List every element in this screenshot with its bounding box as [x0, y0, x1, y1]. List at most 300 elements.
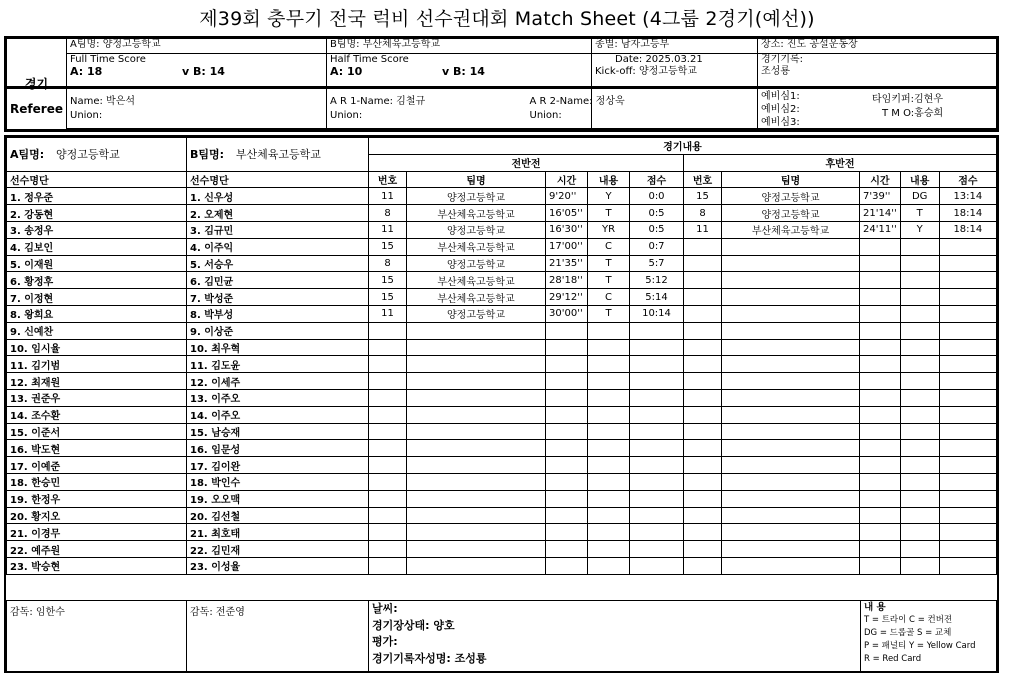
first-half-content: C — [588, 289, 630, 306]
legend-line-4: R = Red Card — [864, 654, 922, 664]
col-number-2: 번호 — [684, 171, 722, 188]
second-half-score — [939, 524, 996, 541]
second-half-score — [939, 457, 996, 474]
col-number: 번호 — [369, 171, 407, 188]
legend — [861, 601, 997, 673]
first-half-team — [407, 356, 546, 373]
player-a: 1. 정우준 — [7, 188, 187, 205]
col-content-2: 내용 — [900, 171, 939, 188]
player-a: 14. 조수환 — [7, 406, 187, 423]
second-half-score: 18:14 — [939, 205, 996, 222]
second-half-content — [900, 490, 939, 507]
second-half-no — [684, 289, 722, 306]
table-row — [7, 541, 997, 558]
first-half-time — [546, 541, 588, 558]
table-row — [7, 373, 997, 390]
first-half-content — [588, 557, 630, 574]
player-a: 11. 김기범 — [7, 356, 187, 373]
player-b: 10. 최우혁 — [187, 339, 369, 356]
reserve-2: 예비심2: — [761, 103, 800, 115]
second-half-no — [684, 423, 722, 440]
table-row — [7, 205, 997, 222]
second-half-no — [684, 524, 722, 541]
table-row — [7, 406, 997, 423]
first-half-score — [630, 557, 684, 574]
player-a: 3. 송정우 — [7, 221, 187, 238]
half-time-b: v B: 14 — [442, 65, 485, 78]
second-half-score — [939, 289, 996, 306]
first-half-score — [630, 507, 684, 524]
first-half-score — [630, 423, 684, 440]
second-half-score — [939, 440, 996, 457]
second-half-time — [860, 490, 901, 507]
match-label: 경기 — [7, 39, 67, 130]
first-half-score — [630, 322, 684, 339]
first-half-content — [588, 473, 630, 490]
first-half-time — [546, 440, 588, 457]
table-row — [7, 339, 997, 356]
second-half-no — [684, 238, 722, 255]
second-half-content: DG — [900, 188, 939, 205]
player-b: 11. 김도윤 — [187, 356, 369, 373]
second-half-score — [939, 557, 996, 574]
second-half-content — [900, 238, 939, 255]
second-half-score — [939, 356, 996, 373]
second-half-time — [860, 389, 901, 406]
second-half-time — [860, 524, 901, 541]
player-list-b-header: 선수명단 — [187, 171, 369, 188]
team-b-name: B팀명: 부산체육고등학교 — [327, 39, 592, 54]
first-half-time — [546, 322, 588, 339]
player-a: 4. 김보인 — [7, 238, 187, 255]
second-half-header: 후반전 — [684, 154, 997, 171]
first-half-content — [588, 339, 630, 356]
first-half-team — [407, 423, 546, 440]
second-half-time — [860, 255, 901, 272]
second-half-no — [684, 322, 722, 339]
col-team-2: 팀명 — [722, 171, 860, 188]
first-half-content — [588, 524, 630, 541]
second-half-content — [900, 389, 939, 406]
timekeeper: 타임키퍼:김현우 — [872, 94, 943, 105]
second-half-score — [939, 373, 996, 390]
table-row — [7, 221, 997, 238]
player-a: 17. 이예준 — [7, 457, 187, 474]
col-time: 시간 — [546, 171, 588, 188]
first-half-time — [546, 406, 588, 423]
second-half-content — [900, 473, 939, 490]
col-time-2: 시간 — [860, 171, 901, 188]
player-b: 7. 박성준 — [187, 289, 369, 306]
second-half-team — [722, 238, 860, 255]
second-half-time — [860, 339, 901, 356]
coach-b: 감독: 전준영 — [187, 601, 369, 673]
first-half-time — [546, 457, 588, 474]
col-score-2: 점수 — [939, 171, 996, 188]
table-row — [7, 255, 997, 272]
first-half-content — [588, 507, 630, 524]
second-half-team — [722, 255, 860, 272]
second-half-no: 15 — [684, 188, 722, 205]
table-row — [7, 423, 997, 440]
weather: 날씨: — [372, 602, 398, 615]
page-title: 제39회 충무기 전국 럭비 선수권대회 Match Sheet (4그룹 2경기(예선)) — [199, 8, 815, 30]
first-half-time — [546, 339, 588, 356]
player-a: 16. 박도현 — [7, 440, 187, 457]
second-half-score — [939, 507, 996, 524]
ground-condition: 경기장상태: 양호 — [372, 618, 455, 632]
second-half-no — [684, 406, 722, 423]
second-half-content — [900, 524, 939, 541]
second-half-team — [722, 524, 860, 541]
second-half-time — [860, 557, 901, 574]
second-half-team: 양정고등학교 — [722, 188, 860, 205]
second-half-team — [722, 389, 860, 406]
table-row — [7, 524, 997, 541]
second-half-content — [900, 373, 939, 390]
first-half-team — [407, 339, 546, 356]
second-half-no — [684, 389, 722, 406]
second-half-no — [684, 457, 722, 474]
match-sheet-body — [4, 135, 999, 673]
first-half-team — [407, 557, 546, 574]
legend-title: 내 용 — [864, 602, 886, 613]
first-half-content: T — [588, 272, 630, 289]
second-half-time — [860, 507, 901, 524]
first-half-time — [546, 373, 588, 390]
table-row — [7, 507, 997, 524]
half-time-a: A: 10 — [330, 65, 363, 78]
first-half-no — [369, 473, 407, 490]
table-row — [7, 557, 997, 574]
full-time-a: A: 18 — [70, 65, 103, 78]
table-row — [7, 305, 997, 322]
second-half-no — [684, 373, 722, 390]
team-b-label: B팀명: — [190, 148, 225, 162]
ar1-union: Union: — [330, 110, 363, 121]
ar2-name: A R 2-Name: 정상욱 — [529, 96, 625, 107]
first-half-no — [369, 507, 407, 524]
second-half-content — [900, 272, 939, 289]
reserve-1: 예비심1: — [761, 90, 800, 102]
second-half-score — [939, 541, 996, 558]
table-row — [7, 322, 997, 339]
player-b: 2. 오제현 — [187, 205, 369, 222]
legend-line-3: P = 패널티 Y = Yellow Card — [864, 641, 976, 651]
first-half-score — [630, 490, 684, 507]
second-half-team — [722, 457, 860, 474]
evaluation: 평가: — [372, 635, 398, 648]
first-half-score — [630, 440, 684, 457]
second-half-time — [860, 305, 901, 322]
second-half-team — [722, 406, 860, 423]
second-half-time — [860, 272, 901, 289]
full-time-b: v B: 14 — [182, 65, 225, 78]
second-half-no — [684, 255, 722, 272]
first-half-no — [369, 356, 407, 373]
first-half-no — [369, 541, 407, 558]
second-half-score: 18:14 — [939, 221, 996, 238]
second-half-no — [684, 541, 722, 558]
first-half-time — [546, 557, 588, 574]
second-half-team — [722, 289, 860, 306]
second-half-time — [860, 440, 901, 457]
player-b: 13. 이주오 — [187, 389, 369, 406]
ar1 — [327, 89, 527, 130]
second-half-team: 부산체육고등학교 — [722, 221, 860, 238]
first-half-no: 8 — [369, 205, 407, 222]
second-half-no: 11 — [684, 221, 722, 238]
kickoff: Kick-off: 양정고등학교 — [595, 66, 697, 77]
second-half-score — [939, 272, 996, 289]
first-half-score — [630, 524, 684, 541]
first-half-content: T — [588, 205, 630, 222]
first-half-time: 28'18'' — [546, 272, 588, 289]
first-half-content — [588, 423, 630, 440]
second-half-content — [900, 557, 939, 574]
player-a: 20. 황지오 — [7, 507, 187, 524]
player-b: 3. 김규민 — [187, 221, 369, 238]
first-half-team: 부산체육고등학교 — [407, 238, 546, 255]
first-half-team: 부산체육고등학교 — [407, 205, 546, 222]
first-half-no — [369, 557, 407, 574]
second-half-score — [939, 490, 996, 507]
team-a-name: A팀명: 양정고등학교 — [67, 39, 327, 54]
second-half-team — [722, 557, 860, 574]
second-half-score — [939, 305, 996, 322]
player-b: 6. 김민균 — [187, 272, 369, 289]
first-half-no: 8 — [369, 255, 407, 272]
table-row — [7, 188, 997, 205]
first-half-no: 15 — [369, 238, 407, 255]
second-half-time: 7'39'' — [860, 188, 901, 205]
second-half-content — [900, 356, 939, 373]
col-team: 팀명 — [407, 171, 546, 188]
table-row — [7, 473, 997, 490]
first-half-content — [588, 406, 630, 423]
first-half-team — [407, 524, 546, 541]
second-half-no — [684, 490, 722, 507]
col-score: 점수 — [630, 171, 684, 188]
first-half-team: 양정고등학교 — [407, 305, 546, 322]
first-half-no — [369, 423, 407, 440]
first-half-team — [407, 507, 546, 524]
referee-union: Union: — [70, 110, 103, 121]
ar2-union: Union: — [529, 110, 562, 121]
first-half-score: 5:7 — [630, 255, 684, 272]
first-half-score — [630, 473, 684, 490]
full-time-label: Full Time Score — [70, 54, 146, 65]
first-half-header: 전반전 — [369, 154, 684, 171]
team-a-header — [7, 138, 187, 172]
second-half-team — [722, 272, 860, 289]
second-half-time — [860, 238, 901, 255]
first-half-content: Y — [588, 188, 630, 205]
table-row — [7, 272, 997, 289]
second-half-content: T — [900, 205, 939, 222]
second-half-team — [722, 473, 860, 490]
first-half-no: 11 — [369, 305, 407, 322]
coach-a: 감독: 임한수 — [7, 601, 187, 673]
second-half-time — [860, 457, 901, 474]
second-half-team — [722, 440, 860, 457]
first-half-time: 29'12'' — [546, 289, 588, 306]
second-half-content — [900, 440, 939, 457]
team-a-title: 양정고등학교 — [56, 148, 120, 162]
first-half-team — [407, 490, 546, 507]
player-a: 18. 한승민 — [7, 473, 187, 490]
second-half-team — [722, 373, 860, 390]
first-half-score: 5:12 — [630, 272, 684, 289]
player-b: 4. 이주익 — [187, 238, 369, 255]
second-half-content — [900, 322, 939, 339]
player-a: 7. 이정현 — [7, 289, 187, 306]
second-half-no — [684, 507, 722, 524]
legend-line-2: DG = 드롭골 S = 교체 — [864, 628, 952, 638]
category: 종별: 남자고등부 — [592, 39, 758, 54]
first-half-team: 양정고등학교 — [407, 188, 546, 205]
first-half-score — [630, 373, 684, 390]
player-a: 23. 박승현 — [7, 557, 187, 574]
second-half-score — [939, 322, 996, 339]
half-time-label: Half Time Score — [330, 54, 409, 65]
second-half-team — [722, 305, 860, 322]
first-half-score: 0:7 — [630, 238, 684, 255]
first-half-time — [546, 473, 588, 490]
second-half-content — [900, 423, 939, 440]
col-content: 내용 — [588, 171, 630, 188]
first-half-team: 양정고등학교 — [407, 255, 546, 272]
player-b: 17. 김이완 — [187, 457, 369, 474]
first-half-time: 17'00'' — [546, 238, 588, 255]
table-row — [7, 238, 997, 255]
first-half-score — [630, 339, 684, 356]
second-half-no — [684, 557, 722, 574]
player-a: 12. 최재원 — [7, 373, 187, 390]
first-half-team — [407, 322, 546, 339]
second-half-team: 양정고등학교 — [722, 205, 860, 222]
player-a: 5. 이재원 — [7, 255, 187, 272]
team-a-label: A팀명: — [10, 148, 45, 162]
second-half-content — [900, 406, 939, 423]
first-half-score — [630, 541, 684, 558]
player-a: 21. 이경무 — [7, 524, 187, 541]
first-half-score — [630, 389, 684, 406]
second-half-team — [722, 423, 860, 440]
first-half-time: 9'20'' — [546, 188, 588, 205]
first-half-no — [369, 373, 407, 390]
first-half-content — [588, 457, 630, 474]
first-half-score — [630, 406, 684, 423]
second-half-score — [939, 406, 996, 423]
referee-name: Name: 박은석 — [70, 96, 136, 107]
second-half-time: 24'11'' — [860, 221, 901, 238]
second-half-time — [860, 423, 901, 440]
tmo: T M O:홍승희 — [882, 108, 944, 119]
first-half-no — [369, 457, 407, 474]
ar1-name: A R 1-Name: 김철규 — [330, 96, 426, 107]
team-b-header — [187, 138, 369, 172]
player-b: 22. 김민재 — [187, 541, 369, 558]
first-half-content — [588, 389, 630, 406]
second-half-no — [684, 272, 722, 289]
second-half-content: Y — [900, 221, 939, 238]
first-half-team — [407, 541, 546, 558]
first-half-content: T — [588, 255, 630, 272]
first-half-time — [546, 423, 588, 440]
second-half-no — [684, 339, 722, 356]
player-a: 2. 강동현 — [7, 205, 187, 222]
second-half-time — [860, 289, 901, 306]
second-half-time: 21'14'' — [860, 205, 901, 222]
ar2 — [527, 89, 758, 130]
first-half-content: T — [588, 305, 630, 322]
first-half-content — [588, 322, 630, 339]
player-a: 10. 임시율 — [7, 339, 187, 356]
first-half-team — [407, 440, 546, 457]
match-date: Date: 2025.03.21 — [615, 54, 703, 65]
second-half-content — [900, 289, 939, 306]
second-half-score — [939, 389, 996, 406]
player-b: 15. 남승재 — [187, 423, 369, 440]
match-content-header: 경기내용 — [369, 138, 997, 155]
first-half-time — [546, 389, 588, 406]
player-b: 20. 김선철 — [187, 507, 369, 524]
first-half-team — [407, 473, 546, 490]
second-half-score — [939, 423, 996, 440]
player-b: 21. 최호태 — [187, 524, 369, 541]
first-half-no — [369, 524, 407, 541]
first-half-content: C — [588, 238, 630, 255]
recorder-name: 조성룡 — [761, 66, 790, 77]
first-half-no: 11 — [369, 221, 407, 238]
referee-section — [4, 86, 999, 132]
second-half-time — [860, 541, 901, 558]
first-half-time: 16'05'' — [546, 205, 588, 222]
player-a: 22. 예주원 — [7, 541, 187, 558]
second-half-time — [860, 373, 901, 390]
second-half-score — [939, 473, 996, 490]
player-a: 8. 왕희요 — [7, 305, 187, 322]
first-half-score: 0:5 — [630, 205, 684, 222]
first-half-time — [546, 356, 588, 373]
table-row — [7, 289, 997, 306]
first-half-no — [369, 322, 407, 339]
player-b: 8. 박부성 — [187, 305, 369, 322]
first-half-content — [588, 373, 630, 390]
team-b-title: 부산체육고등학교 — [235, 148, 321, 162]
first-half-team — [407, 389, 546, 406]
second-half-content — [900, 507, 939, 524]
player-b: 14. 이주오 — [187, 406, 369, 423]
recorder-label: 경기기록: — [761, 54, 804, 65]
second-half-content — [900, 457, 939, 474]
first-half-time — [546, 524, 588, 541]
player-a: 13. 권준우 — [7, 389, 187, 406]
first-half-no: 15 — [369, 289, 407, 306]
second-half-no — [684, 440, 722, 457]
table-row — [7, 490, 997, 507]
table-row — [7, 440, 997, 457]
player-b: 18. 박인수 — [187, 473, 369, 490]
first-half-time: 30'00'' — [546, 305, 588, 322]
second-half-team — [722, 356, 860, 373]
second-half-content — [900, 255, 939, 272]
second-half-time — [860, 406, 901, 423]
player-a: 15. 이준서 — [7, 423, 187, 440]
second-half-team — [722, 507, 860, 524]
first-half-time: 21'35'' — [546, 255, 588, 272]
